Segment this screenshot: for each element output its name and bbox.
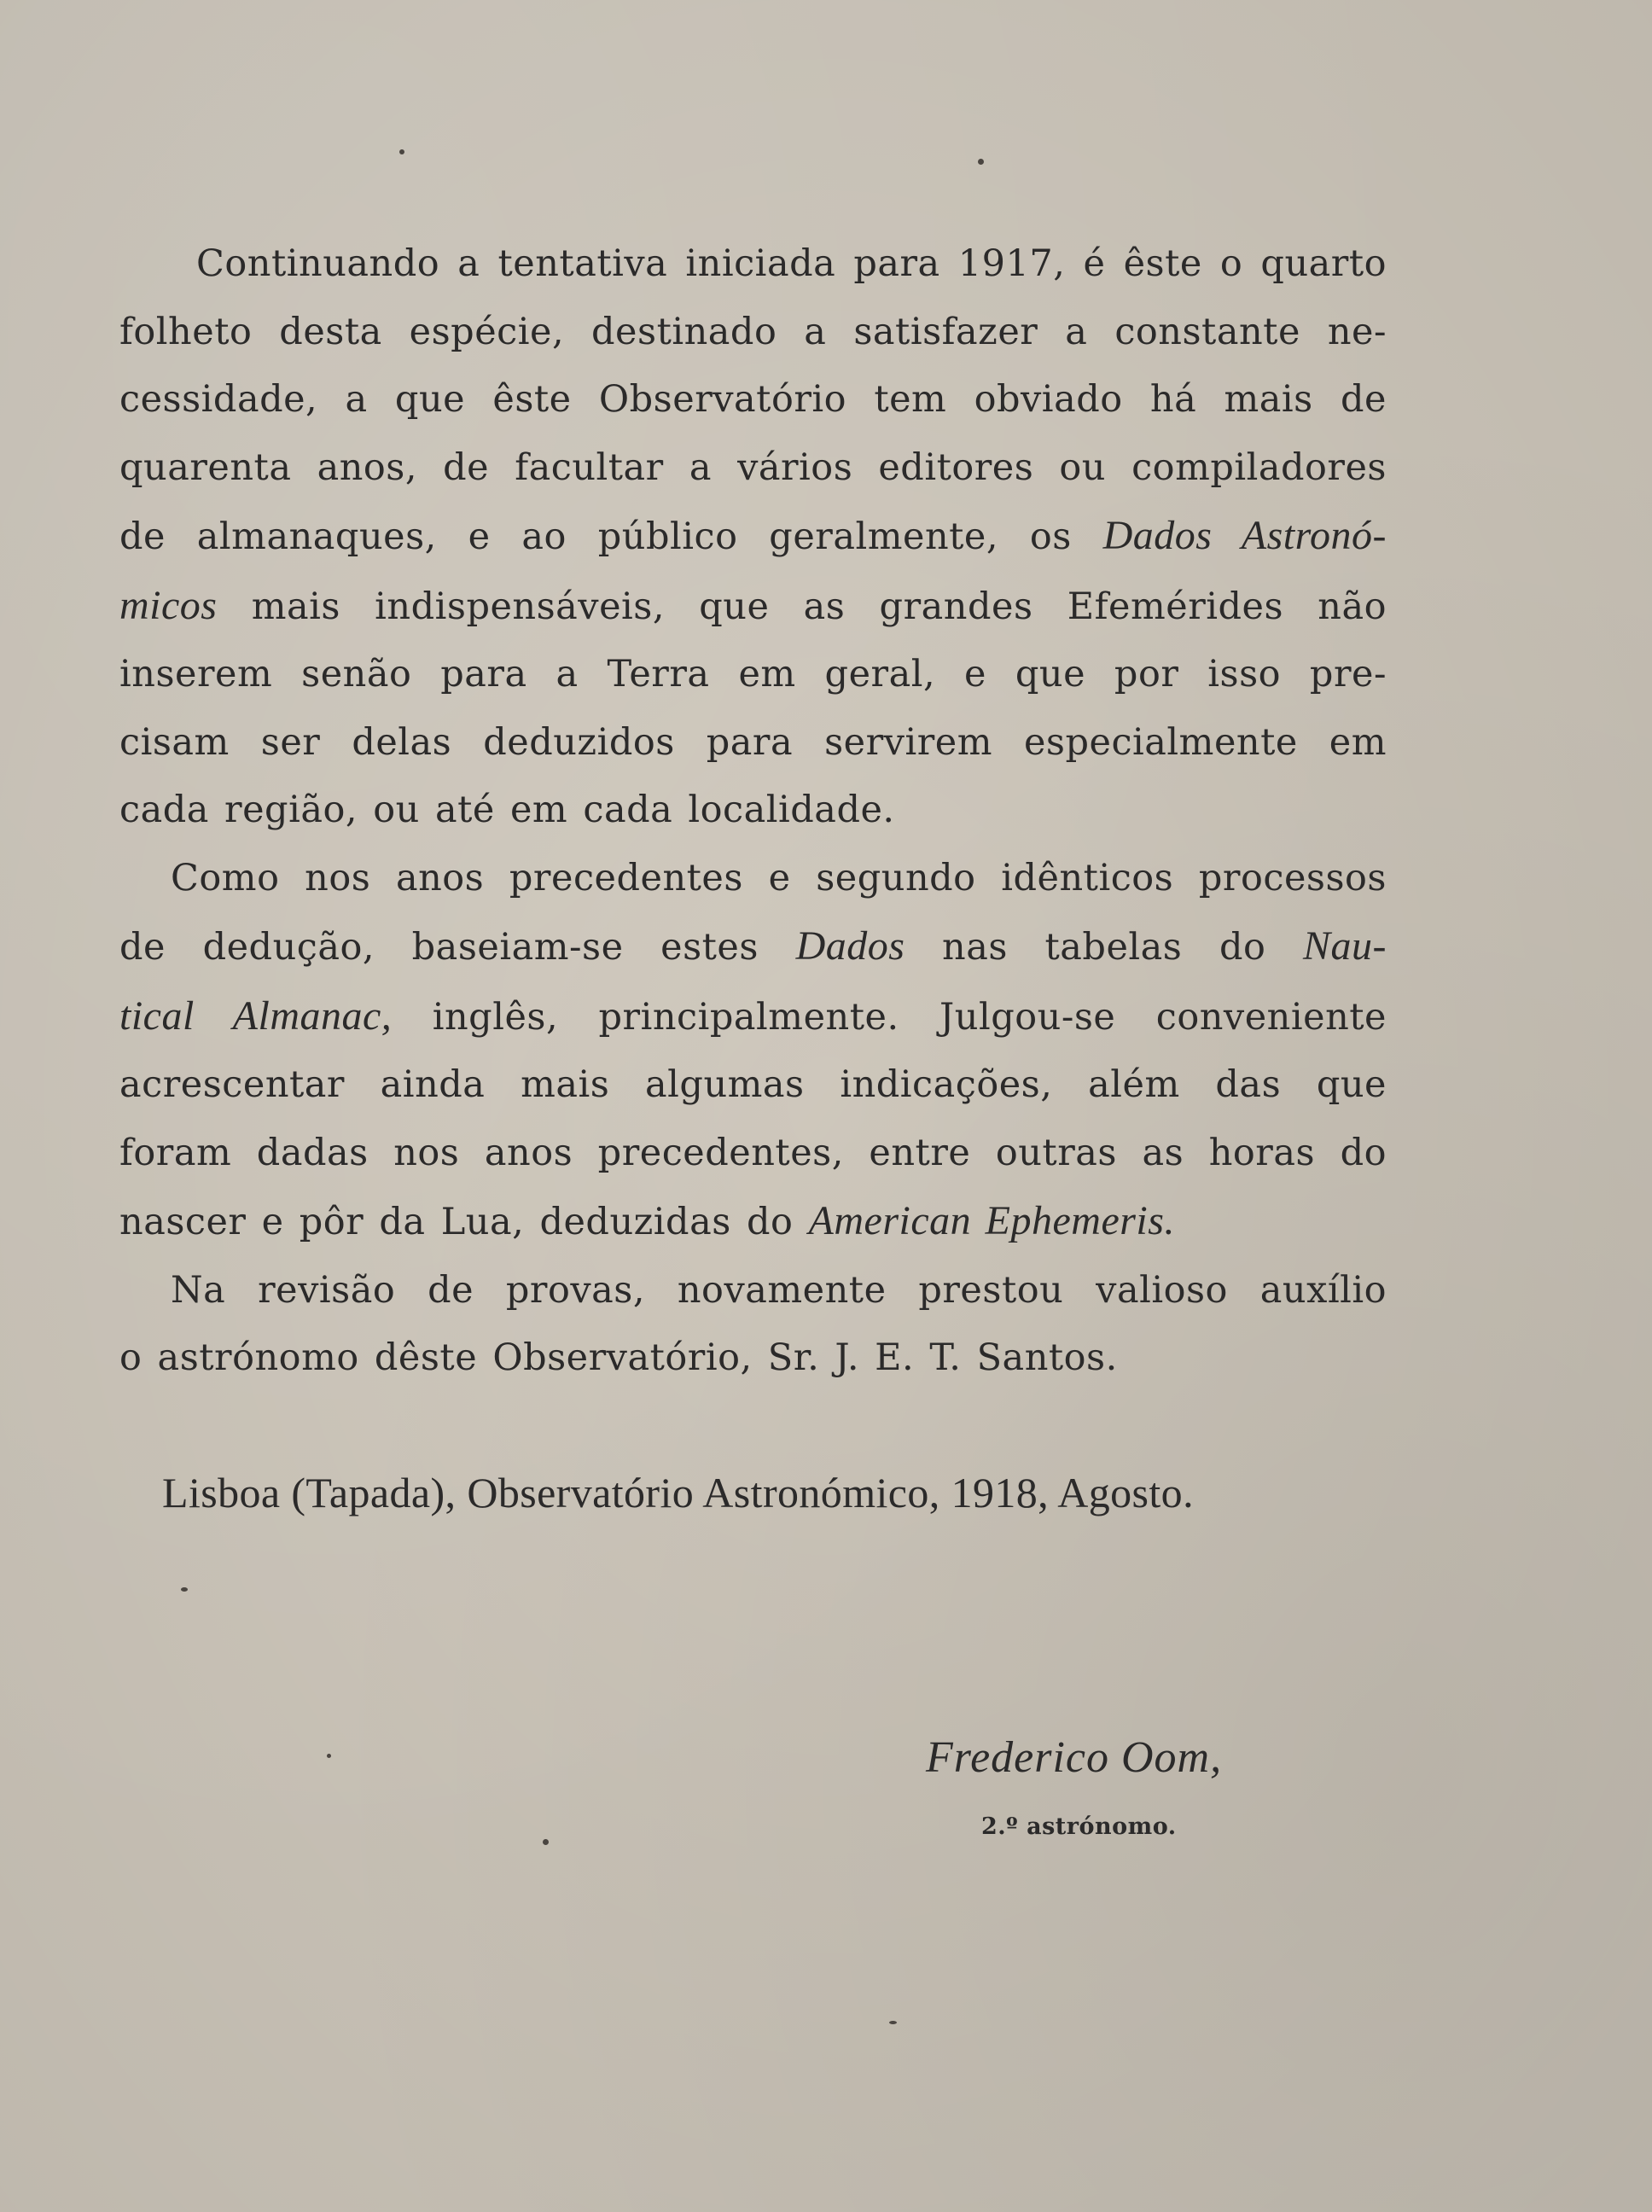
text-line: Continuando a tentativa iniciada para 1917, é êste o quarto — [196, 242, 1387, 285]
text-line: cada região, ou até em cada localidade. — [119, 789, 895, 831]
text-line — [119, 572, 1387, 642]
paper-speck — [889, 2021, 897, 2024]
text-line — [119, 502, 1387, 572]
text-segment: mais indispensáveis, que as grandes Efemérides não — [217, 585, 1387, 628]
text-line: folheto desta espécie, destinado a satisfazer a constante ne- — [119, 310, 1387, 353]
italic-title: Dados — [795, 923, 905, 969]
text-line: quarenta anos, de facultar a vários editores ou compiladores — [119, 445, 1387, 489]
text-segment: nascer e pôr da Lua, deduzidas do — [119, 1201, 809, 1243]
text-segment: nas tabelas do — [905, 926, 1303, 969]
text-line: o astrónomo dêste Observatório, Sr. J. E. T. Santos. — [119, 1336, 1118, 1379]
paper-speck — [181, 1587, 188, 1592]
text-segment: inglês, principalmente. Julgou-se conveniente — [392, 995, 1387, 1039]
italic-title: tical Almanac, — [119, 992, 393, 1039]
signature-title: 2.º astrónomo. — [981, 1813, 1177, 1840]
dateline: Lisboa (Tapada), Observatório Astronómico, 1918, Agosto. — [162, 1469, 1194, 1516]
paper-speck — [543, 1839, 549, 1845]
text-line: Na revisão de provas, novamente prestou valioso auxílio — [171, 1268, 1387, 1312]
text-line: acrescentar ainda mais algumas indicações, além das que — [119, 1063, 1387, 1106]
text-line: cisam ser delas deduzidos para servirem especialmente em — [119, 720, 1387, 764]
paper-speck — [399, 149, 404, 154]
text-line: foram dadas nos anos precedentes, entre outras as horas do — [119, 1131, 1387, 1174]
paragraph-3 — [119, 1257, 1387, 1393]
paragraph-1 — [119, 230, 1387, 845]
text-line: inserem senão para a Terra em geral, e que por isso pre- — [119, 653, 1387, 696]
italic-title: Nau- — [1303, 923, 1387, 969]
italic-title: Dados Astronó- — [1102, 513, 1387, 558]
text-line — [119, 982, 1387, 1052]
italic-title: American Ephemeris. — [808, 1198, 1175, 1243]
text-line: Como nos anos precedentes e segundo idênticos processos — [171, 856, 1387, 899]
text-segment: de almanaques, e ao público geralmente, os — [119, 515, 1103, 558]
text-segment: de dedução, baseiam-se estes — [119, 926, 796, 969]
text-line — [119, 1187, 1387, 1257]
paper-speck — [327, 1754, 331, 1758]
italic-title: micos — [119, 582, 218, 628]
paragraph-2 — [119, 845, 1387, 1257]
signature-name: Frederico Oom, — [926, 1733, 1223, 1782]
body-text — [119, 230, 1387, 1393]
paper-speck — [978, 159, 984, 165]
text-line: cessidade, a que êste Observatório tem obviado há mais de — [119, 378, 1387, 421]
text-line — [119, 912, 1387, 982]
